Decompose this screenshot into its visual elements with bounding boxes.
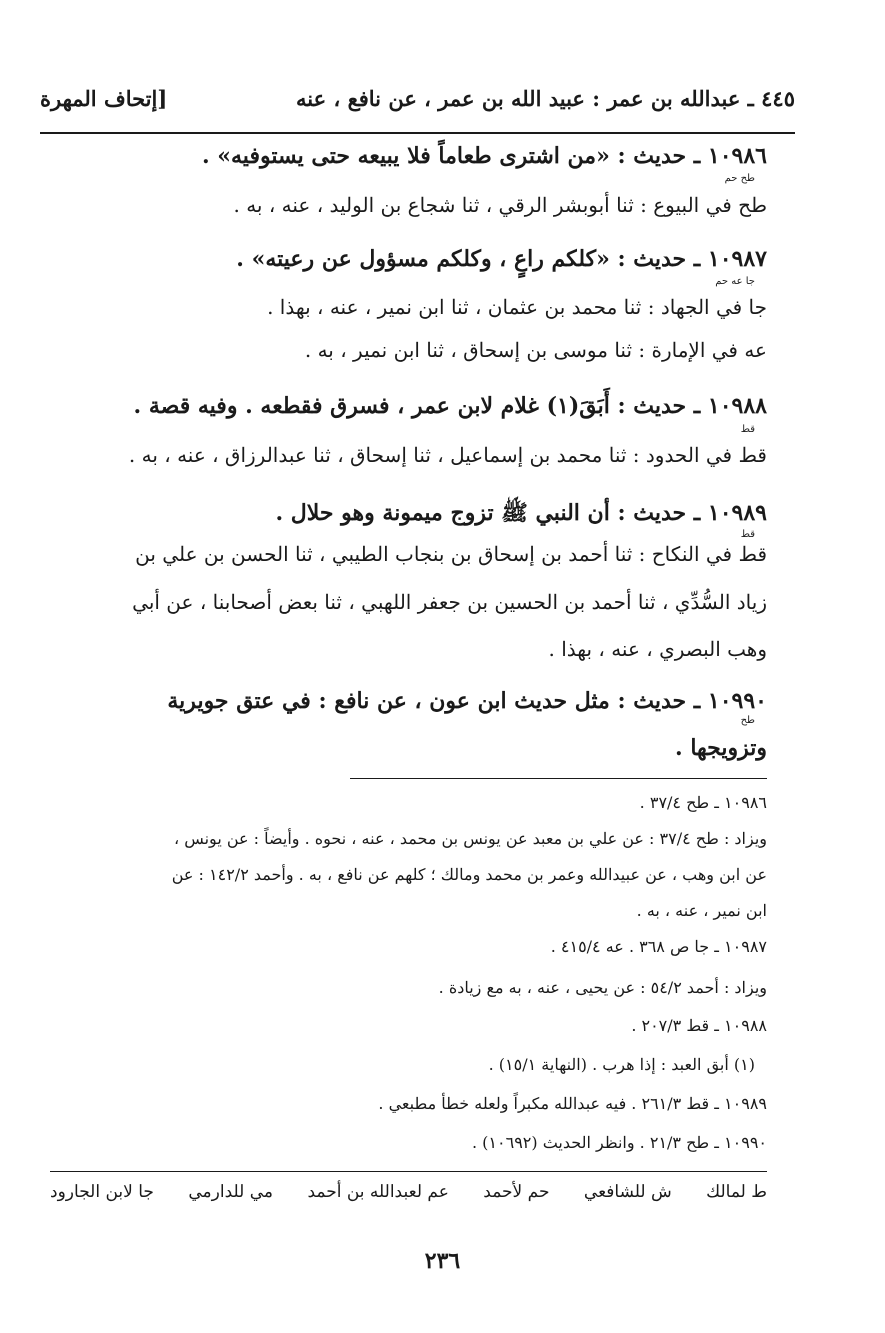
footnote: ١٠٩٨٦ ـ طح ٣٧/٤ . [639, 793, 767, 812]
source-symbols: طح [740, 715, 755, 726]
chain-line: طح في البيوع : ثنا أبوبشر الرقي ، ثنا شجاع بن الوليد ، عنه ، به . [233, 193, 767, 217]
source-symbols: طح حم [724, 173, 755, 184]
source-symbols: قط [740, 529, 755, 540]
source-symbols: قط [740, 424, 755, 435]
page-number: ٢٣٦ [424, 1248, 461, 1274]
footnote: ١٠٩٨٧ ـ جا ص ٣٦٨ . عه ٤١٥/٤ . [550, 937, 767, 956]
footnote: ١٠٩٨٨ ـ قط ٢٠٧/٣ . [631, 1016, 767, 1035]
abbreviation-item: ش للشافعي [583, 1182, 672, 1202]
header-left-title: [إتحاف المهرة [40, 85, 168, 111]
chain-line: وهب البصري ، عنه ، بهذا . [548, 637, 767, 661]
chain-line: جا في الجهاد : ثنا محمد بن عثمان ، ثنا ابن نمير ، عنه ، بهذا . [267, 295, 767, 319]
chain-line: عه في الإمارة : ثنا موسى بن إسحاق ، ثنا ابن نمير ، به . [304, 338, 767, 362]
running-header [40, 78, 795, 118]
abbreviation-item: جا لابن الجارود [50, 1182, 154, 1202]
header-rule [40, 132, 795, 134]
abbreviation-rule [50, 1171, 767, 1172]
abbreviation-key [50, 1182, 767, 1202]
footnote: ١٠٩٩٠ ـ طح ٢١/٣ . وانظر الحديث (١٠٦٩٢) . [471, 1133, 767, 1152]
footnote: (١) أبق العبد : إذا هرب . (النهاية ١٥/١) . [488, 1055, 755, 1074]
chain-line: زياد السُّدِّي ، ثنا أحمد بن الحسين بن جعفر اللهبي ، ثنا بعض أصحابنا ، عن أبي [132, 590, 767, 614]
hadith-title-10990: ١٠٩٩٠ ـ حديث : مثل حديث ابن عون ، عن نافع : في عتق جويرية [167, 688, 767, 714]
abbreviation-item: عم لعبدالله بن أحمد [307, 1182, 449, 1202]
source-symbols: جا عه حم [715, 276, 755, 287]
chain-line: قط في الحدود : ثنا محمد بن إسماعيل ، ثنا إسحاق ، ثنا عبدالرزاق ، عنه ، به . [128, 443, 767, 467]
hadith-title-continuation: وتزويجها . [675, 735, 767, 761]
footnote: ويزاد : طح ٣٧/٤ : عن علي بن معبد عن يونس بن محمد ، عنه ، نحوه . وأيضاً : عن يونس ، [173, 829, 767, 848]
abbreviation-item: حم لأحمد [483, 1182, 550, 1202]
abbreviation-item: مي للدارمي [188, 1182, 274, 1202]
header-right-title: ٤٤٥ ـ عبدالله بن عمر : عبيد الله بن عمر ، عن نافع ، عنه [296, 85, 795, 111]
hadith-title-10987: ١٠٩٨٧ ـ حديث : «كلكم راعٍ ، وكلكم مسؤول عن رعيته» . [236, 246, 767, 272]
chain-line: قط في النكاح : ثنا أحمد بن إسحاق بن بنجاب الطيبي ، ثنا الحسن بن علي بن [135, 542, 767, 566]
footnote: ابن نمير ، عنه ، به . [636, 901, 767, 920]
hadith-title-10989: ١٠٩٨٩ ـ حديث : أن النبي ﷺ تزوج ميمونة وهو حلال . [275, 500, 767, 526]
footnote: عن ابن وهب ، عن عبيدالله وعمر بن محمد ومالك ؛ كلهم عن نافع ، به . وأحمد ١٤٢/٢ : عن [171, 865, 767, 884]
abbreviation-item: ط لمالك [706, 1182, 767, 1202]
hadith-title-10988: ١٠٩٨٨ ـ حديث : أَبَقَ(١) غلام لابن عمر ، فسرق فقطعه . وفيه قصة . [133, 393, 767, 419]
footnote-separator [350, 778, 767, 779]
footnote: ١٠٩٨٩ ـ قط ٢٦١/٣ . فيه عبدالله مكبراً ولعله خطأ مطبعي . [378, 1094, 767, 1113]
footnote: ويزاد : أحمد ٥٤/٢ : عن يحيى ، عنه ، به مع زيادة . [438, 978, 767, 997]
hadith-title-10986: ١٠٩٨٦ ـ حديث : «من اشترى طعاماً فلا يبيعه حتى يستوفيه» . [201, 143, 767, 169]
